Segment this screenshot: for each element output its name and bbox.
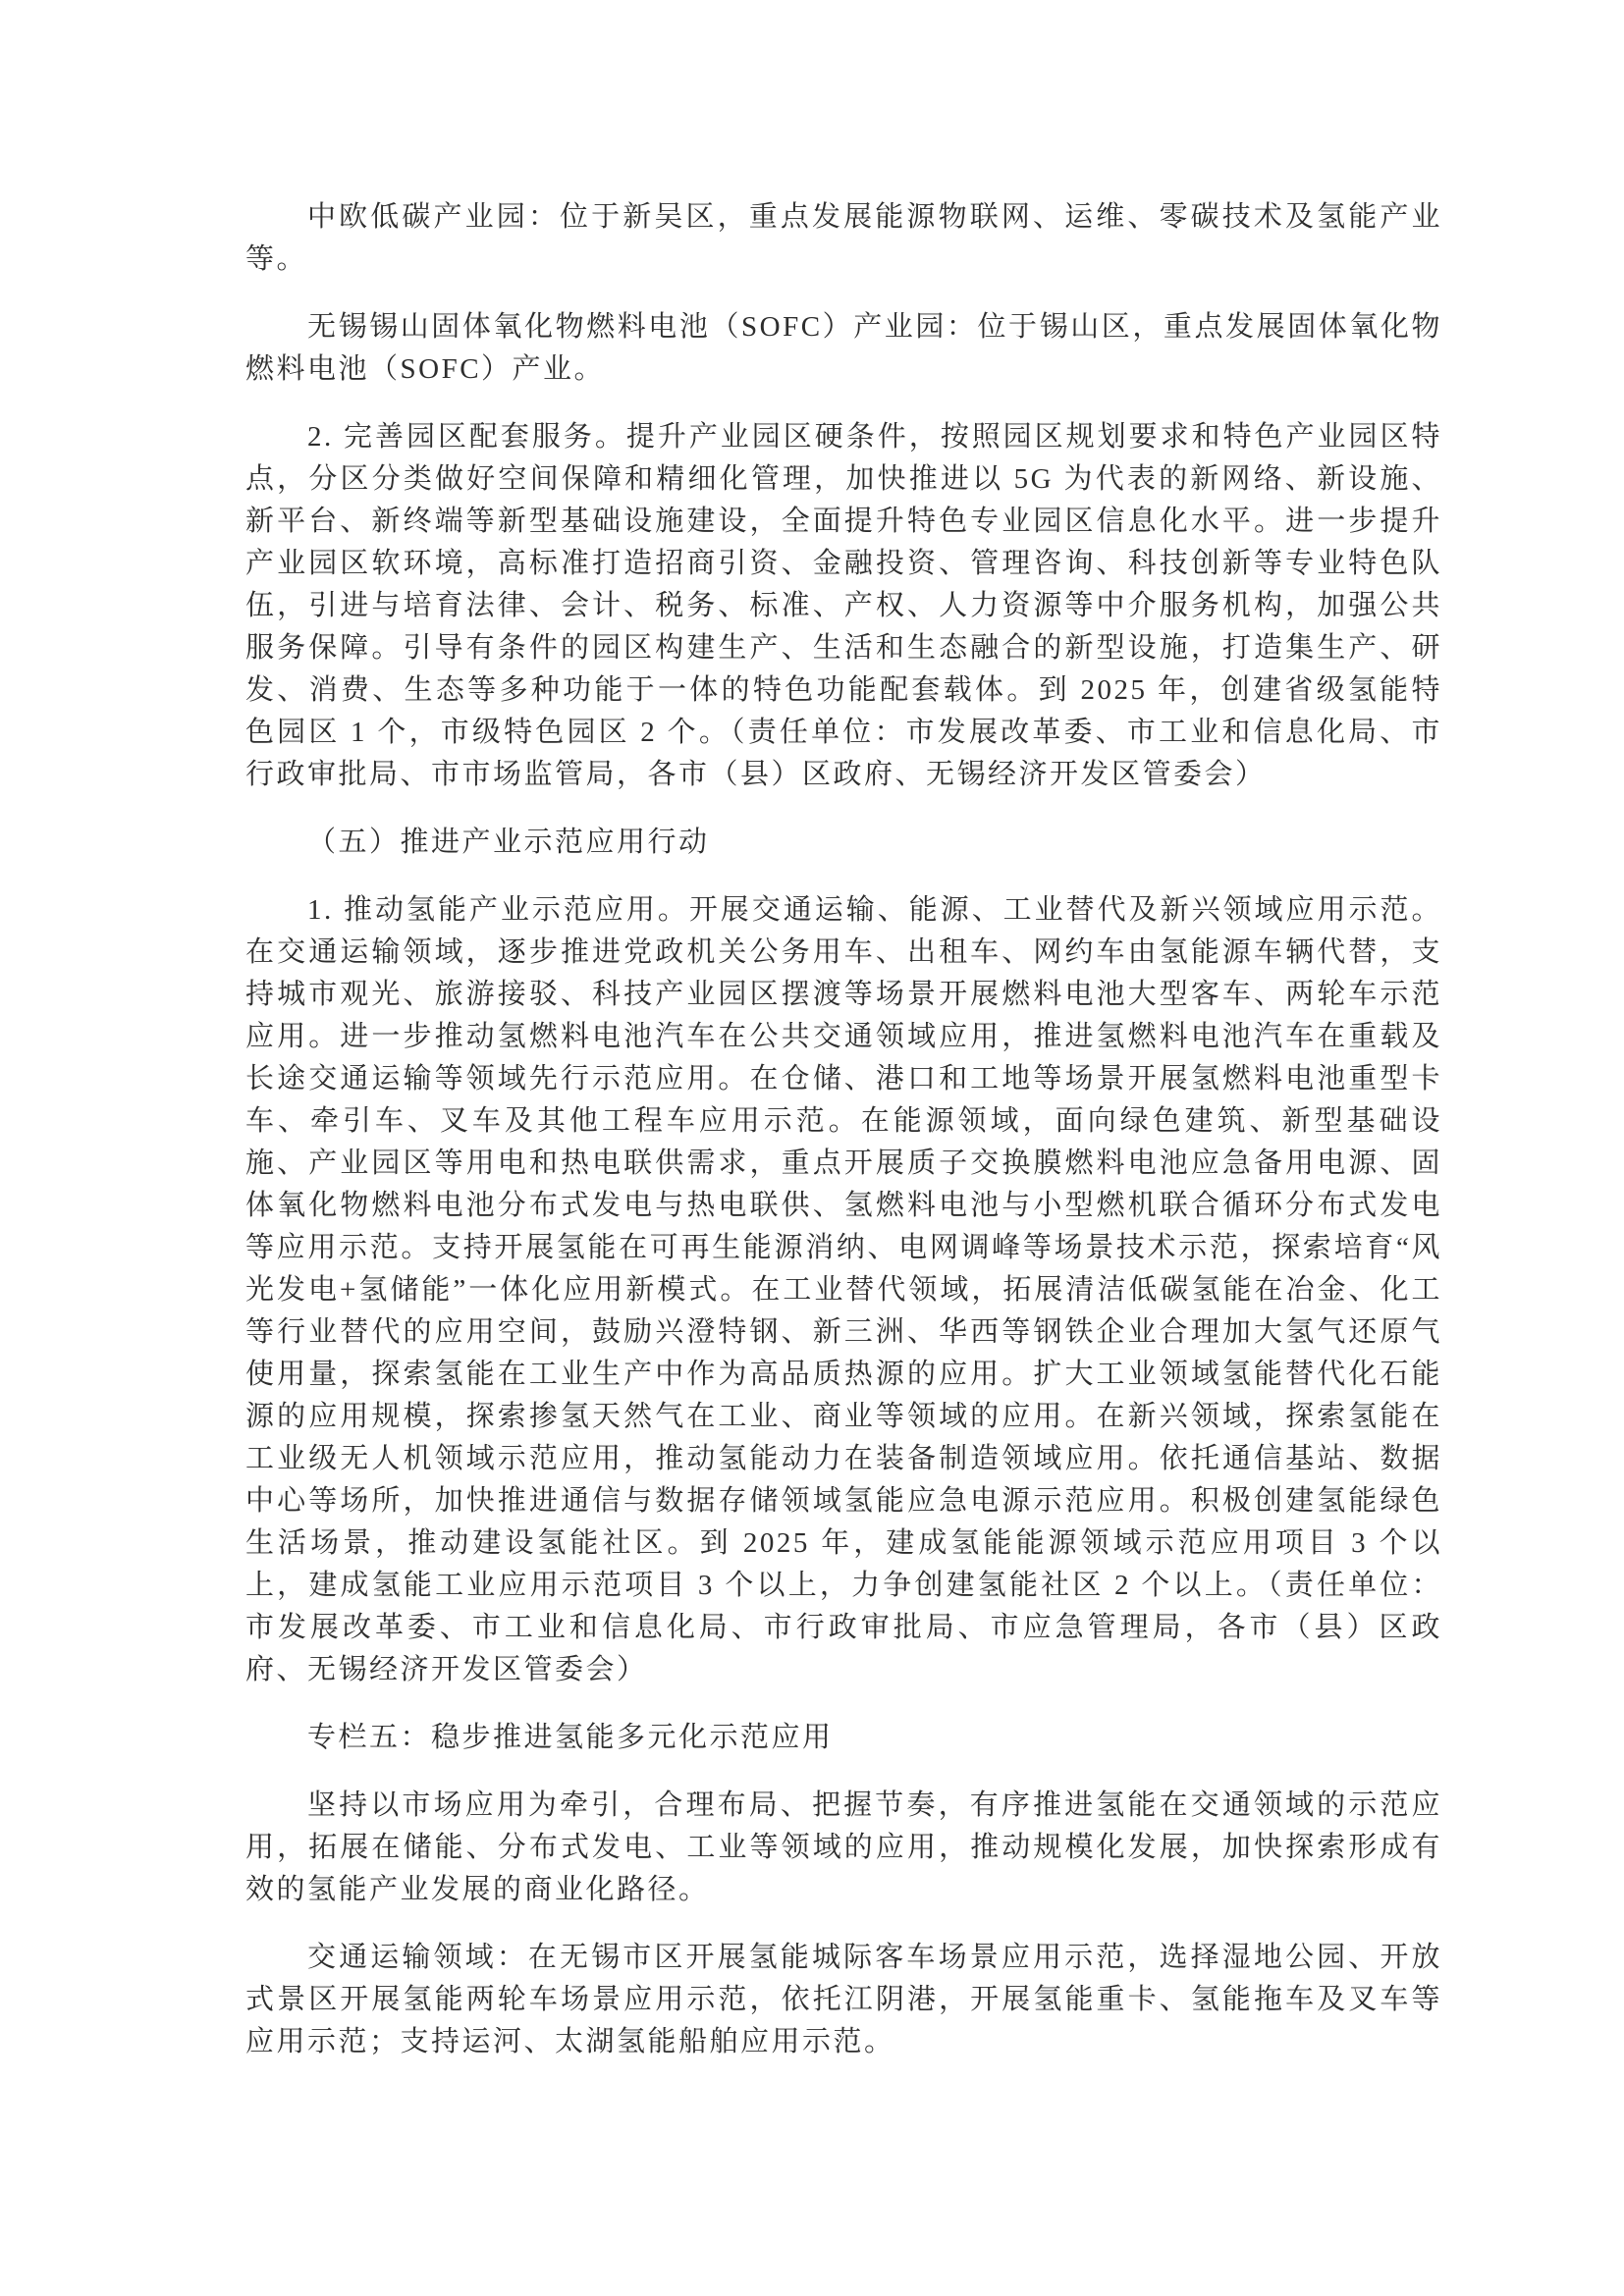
heading-column-five: 专栏五：稳步推进氢能多元化示范应用 — [307, 1722, 834, 1753]
paragraph-hydrogen-demo-application: 1. 推动氢能产业示范应用。开展交通运输、能源、工业替代及新兴领域应用示范。在交通运输领域，逐步推进党政机关公务用车、出租车、网约车由氢能源车辆代替，支持城市观光、旅游接驳、科技产业园区摆渡等场景开展燃料电池大型客车、两轮车示范应用。进一步推动氢燃料电池汽车在公共交通领域应用，推进氢燃料电池汽车在重载及长途交通运输等领域先行示范应用。在仓储、港口和工地等场景开展氢燃料电池重型卡车、牵引车、叉车及其他工程车应用示范。在能源领域，面向绿色建筑、新型基础设施、产业园区等用电和热电联供需求，重点开展质子交换膜燃料电池应急备用电源、固体氧化物燃料电池分布式发电与热电联供、氢燃料电池与小型燃机联合循环分布式发电等应用示范。支持开展氢能在可再生能源消纳、电网调峰等场景技术示范，探索培育“风光发电+氢储能”一体化应用新模式。在工业替代领域，拓展清洁低碳氢能在冶金、化工等行业替代的应用空间，鼓励兴澄特钢、新三洲、华西等钢铁企业合理加大氢气还原气使用量，探索氢能在工业生产中作为高品质热源的应用。扩大工业领域氢能替代化石能源的应用规模，探索掺氢天然气在工业、商业等领域的应用。在新兴领域，探索氢能在工业级无人机领域示范应用，推动氢能动力在装备制造领域应用。依托通信基站、数据中心等场所，加快推进通信与数据存储领域氢能应急电源示范应用。积极创建氢能绿色生活场景，推动建设氢能社区。到 2025 年，建成氢能能源领域示范应用项目 3 个以上，建成氢能工业应用示范项目 3 个以上，力争创建氢能社区 2 个以上。（责任单位：市发展改革委、市工业和信息化局、市行政审批局、市应急管理局，各市（县）区政府、无锡经济开发区管委会） — [245, 894, 1442, 1685]
paragraph-column-five-intro: 坚持以市场应用为牵引，合理布局、把握节奏，有序推进氢能在交通领域的示范应用，拓展在储能、分布式发电、工业等领域的应用，推动规模化发展，加快探索形成有效的氢能产业发展的商业化路径。 — [245, 1789, 1442, 1905]
paragraph-transport-domain: 交通运输领域：在无锡市区开展氢能城际客车场景应用示范，选择湿地公园、开放式景区开展氢能两轮车场景应用示范，依托江阴港，开展氢能重卡、氢能拖车及叉车等应用示范；支持运河、太湖氢能船舶应用示范。 — [245, 1942, 1442, 2057]
paragraph-park-services: 2. 完善园区配套服务。提升产业园区硬条件，按照园区规划要求和特色产业园区特点，分区分类做好空间保障和精细化管理，加快推进以 5G 为代表的新网络、新设施、新平台、新终端等新型基础设施建设，全面提升特色专业园区信息化水平。进一步提升产业园区软环境，高标准打造招商引资、金融投资、管理咨询、科技创新等专业特色队伍，引进与培育法律、会计、税务、标准、产权、人力资源等中介服务机构，加强公共服务保障。引导有条件的园区构建生产、生活和生态融合的新型设施，打造集生产、研发、消费、生态等多种功能于一体的特色功能配套载体。到 2025 年，创建省级氢能特色园区 1 个，市级特色园区 2 个。（责任单位：市发展改革委、市工业和信息化局、市行政审批局、市市场监管局，各市（县）区政府、无锡经济开发区管委会） — [245, 421, 1442, 790]
heading-section-five: （五）推进产业示范应用行动 — [307, 827, 710, 858]
paragraph-zhongou-park: 中欧低碳产业园：位于新吴区，重点发展能源物联网、运维、零碳技术及氢能产业等。 — [245, 201, 1442, 275]
paragraph-sofc-park: 无锡锡山固体氧化物燃料电池（SOFC）产业园：位于锡山区，重点发展固体氧化物燃料电池（SOFC）产业。 — [245, 311, 1442, 385]
